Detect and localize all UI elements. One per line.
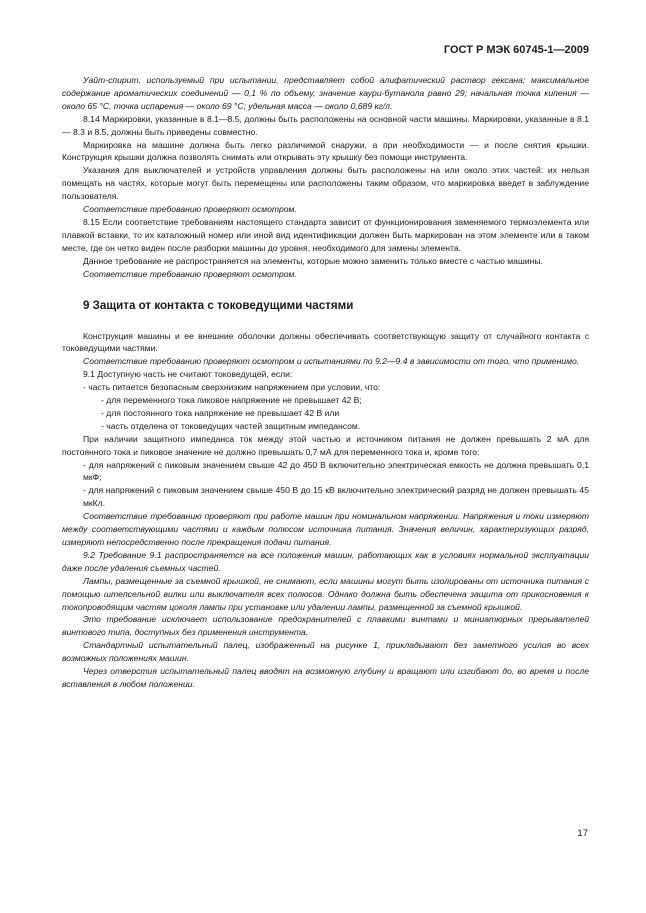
list-item-ac-peak: - для переменного тока пиковое напряжение не превышает 42 В;: [101, 395, 362, 406]
paragraph-impedance-current: При наличии защитного импеданса ток между этой частью и источником питания не должен превышать 2 мА для постоянного тока и пиковое значение не должно превышать 0,7 мА для переменного тока и, кроме того:: [62, 433, 589, 457]
paragraph-lamps: Лампы, размещенные за съемной крышкой, не снимают, если машины могут быть изолированы от источника питания с помощью штепсельной вилки или выключателя всех полюсов. Однако должна быть обеспечена защита от прикосновения к токопроводящим частям цоколя лампы при установке или удалении лампы, размещенной за съемной крышкой.: [62, 575, 589, 612]
paragraph-marking-visibility: Маркировка на машине должна быть легко различимой снаружи, а при необходимости — и после снятия крышки. Конструкция крышки должна позволять снимать или открывать эту крышку без помощи инструмента.: [62, 139, 589, 163]
paragraph-compliance-inspection-2: Соответствие требованию проверяют осмотром.: [83, 268, 297, 279]
paragraph-white-spirit-note: Уайт-спирит, используемый при испытании, представляет собой алифатический раствор гексана; максимальное содержание ароматических соединений — 0,1 % по объему, значение каури-бутанола равно 29; начальная точка кипения — около 65 °C, точка испарения — около 69 °C; удельная масса — около 0,689 кг/л.: [62, 75, 589, 111]
list-item-dc-voltage: - для постоянного тока напряжение не превышает 42 В или: [101, 407, 340, 418]
page-body: [62, 74, 589, 691]
paragraph-openings: Через отверстия испытательный палец вводят на возможную глубину и вращают или изгибают до, во время и после вставления в любом положении.: [62, 666, 589, 689]
paragraph-compliance-rated-voltage: Соответствие требованию проверяют при работе машин при номинальном напряжении. Напряжения и токи измеряют между соответствующими частями и каждым полюсом источника питания. Значения величин, характеризующих разряд, измеряют непосредственно после прекращения подачи питания.: [62, 511, 589, 547]
paragraph-switch-markings: Указания для выключателей и устройств управления должны быть расположены на или около этих частей: их нельзя помещать на частях, которые могут быть перемещены или расположены таким образом, что маркировка введет в заблуждение пользователя.: [62, 165, 589, 202]
paragraph-9-1: 9.1 Доступную часть не считают токоведущей, если:: [83, 369, 293, 380]
paragraph-8-15: 8.15 Если соответствие требованиям настоящего стандарта зависит от функционирования заменяемого термоэлемента или плавкой вставки, то их каталожный номер или иной вид идентификации должен быть маркирован на этом элементе или в таком месте, где он четко виден после разборки машины до уровня, необходимого для замены элемента.: [62, 216, 589, 253]
standard-header: ГОСТ Р МЭК 60745-1—2009: [443, 44, 589, 56]
list-item-protective-impedance: - часть отделена от токоведущих частей защитным импедансом.: [101, 420, 361, 431]
paragraph-test-finger: Стандартный испытательный палец, изображенный на рисунке 1, прикладывают без заметного усилия во всех возможных положениях машин.: [62, 640, 589, 664]
list-item-discharge: - для напряжений с пиковым значением свыше 450 В до 15 кВ включительно электрический разряд не должен превышать 45 мкКл.: [83, 485, 589, 509]
paragraph-compliance-tests: Соответствие требованию проверяют осмотром и испытаниями по 9.2—9.4 в зависимости от того, что применимо.: [83, 356, 580, 367]
list-item-capacitance: - для напряжений с пиковым значением свыше 42 до 450 В включительно электрическая емкость не должна превышать 0,1 мкФ;: [83, 459, 589, 483]
paragraph-fuses: Это требование исключает использование предохранителей с плавкими винтами и миниатюрных прерывателей винтового типа, доступных без применения инструмента.: [62, 614, 589, 638]
list-item-selv: - часть питается безопасным сверхнизким напряжением при условии, что:: [83, 382, 381, 393]
paragraph-9-2: 9.2 Требование 9.1 распространяется на все положения машин, работающих как в условиях нормальной эксплуатации даже после удаления съемных частей.: [62, 549, 589, 573]
paragraph-replaceable-elements: Данное требование не распространяется на элементы, которые можно заменить только вместе с частью машины.: [83, 255, 543, 266]
paragraph-8-14: 8.14 Маркировки, указанные в 8.1—8.5, должны быть расположены на основной части машины. Маркировки, указанные в 8.1 — 8.3 и 8.5, должны быть приведены совместно.: [62, 113, 589, 137]
page-number: 17: [577, 828, 588, 839]
paragraph-compliance-inspection: Соответствие требованию проверяют осмотром.: [83, 204, 297, 215]
section-heading-9: 9 Защита от контакта с токоведущими частями: [83, 298, 354, 312]
paragraph-enclosure-protection: Конструкция машины и ее внешние оболочки должны обеспечивать соответствующую защиту от случайного контакта с токоведущими частями.: [62, 330, 589, 354]
